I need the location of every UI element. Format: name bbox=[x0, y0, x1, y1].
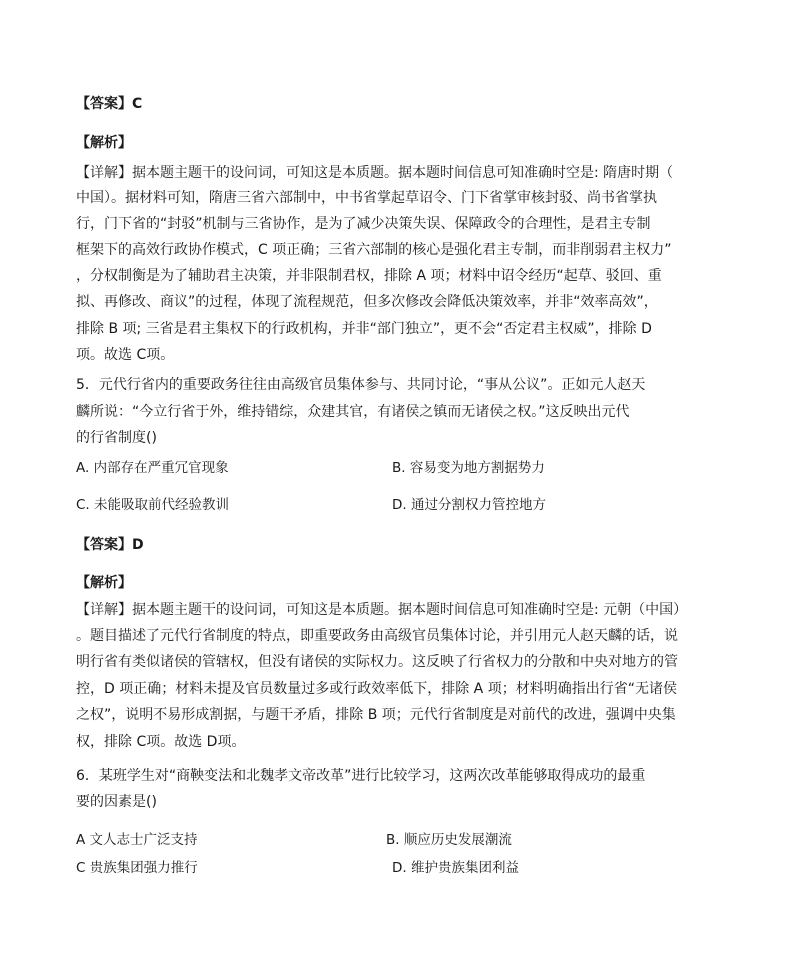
q5-analysis-label: 【解析】 bbox=[76, 575, 132, 591]
q5-analysis-line: 明行省有类似诸侯的管辖权，但没有诸侯的实际权力。这反映了行省权力的分散和中央对地方的管 bbox=[76, 654, 678, 670]
q6-stem-line: 6．某班学生对“商鞅变法和北魏孝文帝改革”进行比较学习，这两次改革能够取得成功的最重 bbox=[76, 768, 646, 784]
q6-option-b: B. 顺应历史发展潮流 bbox=[386, 832, 512, 848]
q5-option-c: C. 未能吸取前代经验教训 bbox=[76, 497, 230, 513]
q5-stem-line: 麟所说：“今立行省于外，维持错综，众建其官，有诸侯之镇而无诸侯之权。”这反映出元代 bbox=[76, 404, 630, 420]
q4-analysis-line: 项。故选 C项。 bbox=[76, 347, 175, 363]
q5-analysis-line: 控，D 项正确；材料未提及官员数量过多或行政效率低下，排除 A 项；材料明确指出行省“无诸侯 bbox=[76, 681, 677, 697]
q4-answer: 【答案】C bbox=[76, 96, 143, 112]
q6-stem-line: 要的因素是() bbox=[76, 794, 157, 810]
q4-analysis-line: 【详解】据本题主题干的设问词，可知这是本质题。据本题时间信息可知准确时空是: 隋唐时期（ bbox=[76, 165, 674, 181]
q4-analysis-line: 拟、再修改、商议”的过程，体现了流程规范，但多次修改会降低决策效率，并非“效率高效”， bbox=[76, 294, 658, 310]
q5-analysis-line: 。题目描述了元代行省制度的特点，即重要政务由高级官员集体讨论，并引用元人赵天麟的话，说 bbox=[76, 628, 678, 644]
q5-answer: 【答案】D bbox=[76, 537, 144, 553]
q5-analysis-line: 之权”，说明不易形成割据，与题干矛盾，排除 B 项；元代行省制度是对前代的改进，强调中央集 bbox=[76, 707, 676, 723]
q4-analysis-line: 行，门下省的“封驳”机制与三省协作，是为了减少决策失误、保障政令的合理性，是君主专制 bbox=[76, 216, 651, 232]
q4-analysis-label: 【解析】 bbox=[76, 135, 132, 151]
q4-analysis-line: ，分权制衡是为了辅助君主决策，并非限制君权，排除 A 项；材料中诏令经历“起草、驳回、重 bbox=[76, 268, 662, 284]
q5-analysis-line: 【详解】据本题主题干的设问词，可知这是本质题。据本题时间信息可知准确时空是: 元朝（中国） bbox=[76, 602, 688, 618]
q5-stem-line: 的行省制度() bbox=[76, 430, 157, 446]
q6-option-c: C 贵族集团强力推行 bbox=[76, 860, 198, 876]
q5-analysis-line: 权，排除 C项。故选 D项。 bbox=[76, 734, 246, 750]
q5-option-b: B. 容易变为地方割据势力 bbox=[392, 460, 545, 476]
q5-stem-line: 5．元代行省内的重要政务往往由高级官员集体参与、共同讨论，“事从公议”。正如元人赵天 bbox=[76, 377, 646, 393]
q6-option-d: D. 维护贵族集团利益 bbox=[392, 860, 519, 876]
q5-option-d: D. 通过分割权力管控地方 bbox=[392, 497, 546, 513]
q4-analysis-line: 框架下的高效行政协作模式，C 项正确；三省六部制的核心是强化君主专制，而非削弱君主权力” bbox=[76, 242, 672, 258]
q4-analysis-line: 中国）。据材料可知，隋唐三省六部制中，中书省掌起草诏令、门下省掌审核封驳、尚书省掌执 bbox=[76, 190, 657, 206]
q5-option-a: A. 内部存在严重冗官现象 bbox=[76, 460, 229, 476]
q6-option-a: A 文人志士广泛支持 bbox=[76, 832, 198, 848]
q4-analysis-line: 排除 B 项; 三省是君主集权下的行政机构，并非“部门独立”，更不会“否定君主权威”，排除 D bbox=[76, 321, 652, 337]
